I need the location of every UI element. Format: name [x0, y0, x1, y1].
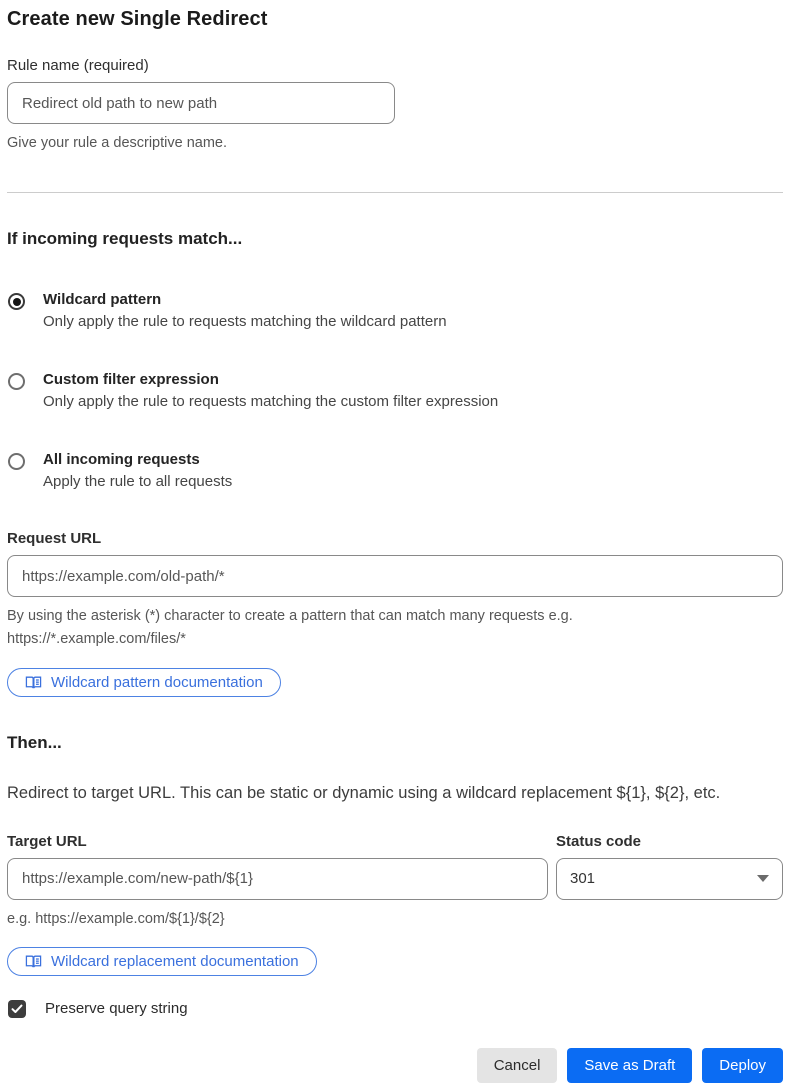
doc-button-label: Wildcard replacement documentation — [51, 952, 299, 970]
radio-option-wildcard-pattern[interactable] — [7, 291, 783, 330]
radio-button-icon[interactable] — [8, 453, 25, 470]
match-section-heading: If incoming requests match... — [7, 229, 243, 249]
radio-description: Only apply the rule to requests matching the wildcard pattern — [43, 313, 447, 331]
section-divider — [7, 192, 783, 193]
then-section-heading: Then... — [7, 732, 62, 752]
radio-description: Apply the rule to all requests — [43, 473, 233, 491]
target-url-input[interactable] — [7, 858, 548, 900]
target-url-value: https://example.com/new-path/${1} — [22, 870, 253, 888]
radio-label: Wildcard pattern — [43, 291, 162, 309]
status-code-label: Status code — [556, 832, 642, 850]
request-url-helper — [7, 605, 783, 651]
wildcard-pattern-doc-button[interactable] — [7, 668, 281, 697]
status-code-section — [556, 833, 783, 931]
page-title: Create new Single Redirect — [7, 8, 268, 30]
target-url-section — [7, 833, 548, 931]
target-and-status-row — [7, 833, 783, 931]
request-url-label: Request URL — [7, 530, 102, 548]
cancel-button[interactable]: Cancel — [477, 1048, 558, 1083]
match-type-radio-group — [7, 291, 783, 490]
deploy-button[interactable]: Deploy — [702, 1048, 783, 1083]
checkbox-checked-icon[interactable] — [8, 1000, 26, 1018]
rule-name-input[interactable] — [7, 82, 395, 124]
radio-label: All incoming requests — [43, 451, 200, 469]
open-book-icon — [25, 675, 42, 690]
rule-name-label: Rule name (required) — [7, 57, 149, 74]
status-code-value: 301 — [570, 870, 596, 888]
radio-label: Custom filter expression — [43, 371, 219, 389]
target-url-label: Target URL — [7, 832, 87, 850]
form-footer — [7, 1048, 783, 1083]
then-section-description: Redirect to target URL. This can be static or dynamic using a wildcard replacement ${1}, ${2}, etc. — [7, 783, 721, 802]
radio-description: Only apply the rule to requests matching the custom filter expression — [43, 393, 499, 411]
rule-name-helper: Give your rule a descriptive name. — [7, 135, 228, 151]
target-url-helper: e.g. https://example.com/${1}/${2} — [7, 910, 225, 927]
rule-name-value: Redirect old path to new path — [22, 94, 218, 112]
radio-option-all-requests[interactable] — [7, 451, 783, 490]
radio-button-icon[interactable] — [8, 293, 25, 310]
request-url-input[interactable] — [7, 555, 783, 597]
request-url-helper-line1: By using the asterisk (*) character to create a pattern that can match many requests e.g. — [7, 608, 573, 625]
rule-name-section — [7, 57, 783, 155]
request-url-section — [7, 530, 783, 696]
request-url-value: https://example.com/old-path/* — [22, 567, 225, 585]
wildcard-replacement-doc-button[interactable] — [7, 947, 317, 976]
status-code-select[interactable] — [556, 858, 783, 900]
save-as-draft-button[interactable]: Save as Draft — [567, 1048, 692, 1083]
radio-button-icon[interactable] — [8, 373, 25, 390]
open-book-icon — [25, 954, 42, 969]
doc-button-label: Wildcard pattern documentation — [51, 673, 263, 691]
preserve-query-row[interactable] — [7, 1000, 783, 1018]
preserve-query-label: Preserve query string — [45, 1000, 188, 1018]
request-url-helper-line2: https://*.example.com/files/* — [7, 631, 186, 648]
chevron-down-icon — [757, 875, 769, 882]
radio-option-custom-filter[interactable] — [7, 371, 783, 410]
